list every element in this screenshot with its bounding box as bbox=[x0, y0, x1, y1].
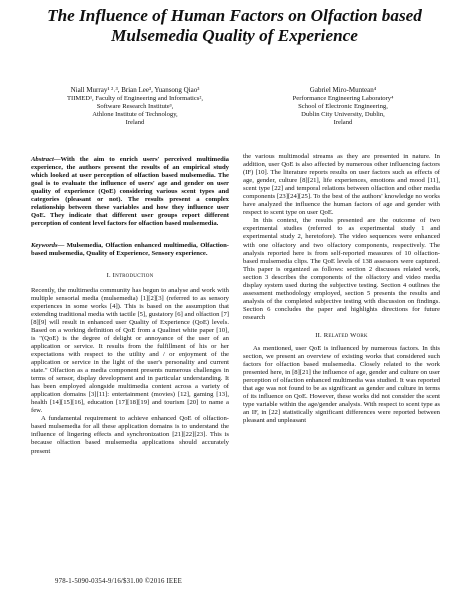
introduction-paragraph: In this context, the results presented are the outcome of two experimental studies (referred to as experimental study 1 and experimental study 2, heretofore). The video sequences were enhanced with one olfactory and two olfactory components, respectively. The analysis reported here is from self-reported measures of 10 olfaction-based mulsemedia clips. The QoE levels of 138 assessors were captured. This paper is organized as follows: section 2 discusses related work, section 3 describes the components of the olfactory and video media display system used during the subjective testing. Section 4 outlines the assessment methodology employed, section 5 presents the results and analysis of the completed subjective testing with discussion on findings. Section 6 concludes the paper and highlights directions for future research bbox=[243, 217, 440, 321]
keywords-text: — Mulsemedia, Olfaction enhanced multimedia, Olfaction-based mulsemedia, Quality of Experience, Sensory experience. bbox=[31, 242, 229, 258]
right-column bbox=[243, 153, 440, 426]
affiliation-line: Ireland bbox=[333, 118, 353, 126]
affiliation-line: School of Electronic Engineering, bbox=[298, 102, 388, 110]
left-column bbox=[31, 156, 229, 456]
affiliation-line: Dublin City University, Dublin, bbox=[301, 110, 385, 118]
keywords bbox=[31, 242, 229, 258]
section-heading-related-work: II. Related Work bbox=[315, 331, 368, 339]
author-names: Gabriel Miro-Muntean⁴ bbox=[309, 86, 377, 94]
copyright-footer: 978-1-5090-0354-9/16/$31.00 ©2016 IEEE bbox=[55, 578, 182, 585]
author-block-left bbox=[60, 87, 210, 127]
paper-title: The Influence of Human Factors on Olfaction based Mulsemedia Quality of Experience bbox=[47, 6, 422, 45]
author-block-right bbox=[262, 87, 424, 127]
introduction-paragraph: Recently, the multimedia community has begun to analyse and work with multiple sensorial media (mulsemedia) [1][2][3] (referred to as sensory experiences in some works [4]). This is based on the assumption that extending traditional media with tactile [5], gustatory [6] and olfaction [7][8][9] will result in enhanced user Quality of Experience (QoE) levels. Based on a working definition of QoE from a Qualinet white paper [10], is "(QoE) is the degree of delight or annoyance of the user of an application or service. It results from the fulfillment of his or her expectations with respect to the utility and / or enjoyment of the application or service in the light of the user's personality and current state." Olfaction as a media component presents numerous challenges in terms of sensor, display development and in particular understanding. It has been employed alongside multimedia content across a variety of application domains [3][11]: entertainment (movies) [12], gaming [13], health [14][15][16], education [17][18][19] and tourism [20] to name a few. bbox=[31, 286, 229, 415]
abstract-text: —With the aim to enrich users' perceived multimedia experience, the authors present the results of an empirical study which looked at user perception of olfaction based mulsemedia. The goal is to evaluate the influence of users' age and gender on user quality of experience (QoE) considering various scent types and categories (pleasant or not). The results present a complex relationship between these variables and how they influence user QoE. They indicate that different user groups report different perception of content level factors for olfaction based mulsemedia. bbox=[31, 156, 229, 228]
author-names: Niall Murray¹ ²˒³, Brian Lee³, Yuansong Qiao³ bbox=[70, 86, 200, 94]
abstract bbox=[31, 156, 229, 228]
affiliation-line: Performance Engineering Laboratory⁴ bbox=[292, 94, 394, 102]
affiliation-line: Athlone Institute of Technology, bbox=[92, 110, 178, 118]
affiliation-line: Ireland bbox=[125, 118, 145, 126]
keywords-lead: Keywords bbox=[31, 242, 58, 250]
section-heading-introduction: I. Introduction bbox=[106, 271, 154, 279]
related-work-paragraph: As mentioned, user QoE is influenced by numerous factors. In this section, we present an overview of existing works that considered such factors for olfaction based mulsemedia. Closely related to the work presented here, in [8][21] the influence of age, gender and culture on user perception of olfaction enhanced multimedia was studied. It was reported that age was not found to be as significant as gender and culture in terms of its influence on QoE. However, these works did not consider the scent type variable within the age/gender analysis. With respect to scent type as an IF, in [22] statistically significant differences were reported between pleasant and unpleasant bbox=[243, 345, 440, 425]
abstract-lead: Abstract bbox=[31, 156, 54, 163]
affiliation-line: TIIMED¹, Faculty of Engineering and Informatics², bbox=[67, 94, 203, 102]
introduction-paragraph: the various multimodal streams as they are presented in nature. In addition, user QoE is also affected by numerous other influencing factors (IF) [10]. The literature reports results on user factors such as effects of age, gender, culture [8][21], life experiences, emotions and mood [11], scent type [22] and temporal relations between olfaction and other media components [23][24][25]. To the best of the authors' knowledge no works have analyzed the influence the human factors of age and gender with respect to scent type on user QoE. bbox=[243, 153, 440, 217]
affiliation-line: Software Research Institute³, bbox=[96, 102, 174, 110]
introduction-paragraph: A fundamental requirement to achieve enhanced QoE of olfaction-based mulsemedia for all these application domains is to understand the influence of lingering effects and synchronization [21][22][23]. This is because olfaction based mulsemedia applications should accurately present bbox=[31, 415, 229, 455]
